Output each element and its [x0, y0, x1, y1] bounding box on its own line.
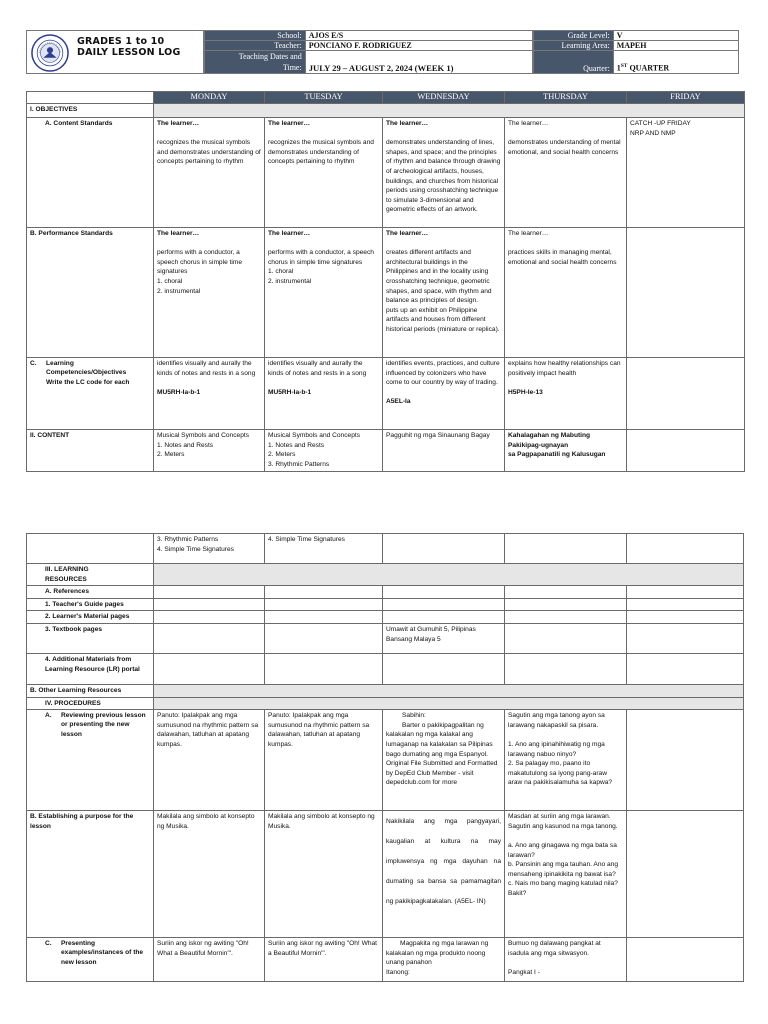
competencies-letter: C.	[30, 360, 37, 367]
ps-mon-text: performs with a conductor, a speech chorus in simple time signatures 1. choral 2. instrumental	[157, 249, 243, 295]
content-wednesday: Pagguhit ng mga Sinaunang Bagay	[383, 430, 505, 472]
cs-thu-text: demonstrates understanding of mental emotional, and social health concerns	[508, 139, 621, 156]
teacher-value: PONCIANO F. RODRIGUEZ	[305, 41, 532, 51]
tb-thursday	[505, 623, 627, 653]
presenting-letter: C.	[45, 940, 52, 948]
review-wednesday	[383, 710, 505, 811]
lesson-grid-page2	[26, 533, 744, 982]
content-continued-wednesday	[383, 534, 505, 564]
competencies-label	[27, 358, 154, 430]
review-text: Reviewing previous lesson or presenting the new lesson	[61, 711, 146, 738]
tb-tuesday	[265, 623, 383, 653]
dates-label-line1: Teaching Dates and	[238, 52, 302, 61]
content-monday: Musical Symbols and Concepts 1. Notes and Rests 2. Meters	[154, 430, 265, 472]
performance-standards-friday	[627, 228, 745, 358]
teacher-label: Teacher:	[205, 41, 306, 51]
ps-tue-head: The learner…	[268, 230, 311, 237]
purpose-label: B. Establishing a purpose for the lesson	[27, 811, 154, 938]
content-heading: II. CONTENT	[27, 430, 154, 472]
quarter-suffix: ST	[620, 63, 628, 70]
purpose-friday	[627, 811, 744, 938]
references-monday	[154, 586, 265, 599]
lc-thu-text: explains how healthy relationships can positively impact health	[508, 360, 621, 377]
lc-thu-code: H5PH-Ie-13	[508, 388, 543, 396]
ps-tue-text: performs with a conductor, a speech chorus in simple time signatures 1. choral 2. instrumental	[268, 249, 374, 285]
presenting-tuesday: Suriin ang iskor ng awiting "Oh! What a Beautiful Mornin'".	[265, 938, 383, 982]
review-wed-head: Sabihin:	[402, 712, 426, 720]
procedures-band	[154, 697, 744, 710]
ps-thu-text: practices skills in managing mental, emotional and social health concerns	[508, 249, 617, 266]
day-header-tuesday: TUESDAY	[265, 92, 383, 104]
other-resources-band	[154, 684, 744, 697]
procedures-heading: IV. PROCEDURES	[27, 697, 154, 710]
header-title-line1: GRADES 1 to 10	[77, 36, 165, 47]
cs-tue-head: The learner…	[268, 120, 311, 127]
competencies-monday	[154, 358, 265, 430]
presenting-monday: Suriin ang iskor ng awiting "Oh! What a Beautiful Mornin'".	[154, 938, 265, 982]
references-thursday	[505, 586, 627, 599]
lm-tuesday	[265, 611, 383, 624]
quarter-text: QUARTER	[627, 64, 670, 73]
learning-resources-band	[154, 564, 744, 586]
cs-mon-text: recognizes the musical symbols and demonstrates understanding of concepts pertaining to rhythm	[157, 139, 261, 166]
performance-standards-thursday	[505, 228, 627, 358]
textbook-wednesday: Umawit at Gumuhit 5, Pilipinas Bansang Malaya 5	[383, 623, 505, 653]
quarter-number: 1	[616, 64, 621, 73]
am-thursday	[505, 653, 627, 684]
presenting-label	[27, 938, 154, 982]
content-standards-label: A. Content Standards	[27, 118, 154, 228]
textbook-label: 3. Textbook pages	[27, 623, 154, 653]
competencies-text: Learning Competencies/Objectives Write the LC code for each	[46, 359, 130, 386]
grade-label: Grade Level:	[534, 31, 614, 41]
teachers-guide-label: 1. Teacher's Guide pages	[27, 598, 154, 611]
purpose-thursday: Masdan at suriin ang mga larawan. Sagutin ang kasunod na mga tanong. a. Ano ang ginagawa ng mga bata sa larawan? b. Pansinin ang mga tauhan. Ano ang mensaheng ipinakikita ng bawat isa? c. Nais mo bang maging katulad nila? Bakit?	[505, 811, 627, 938]
dates-label	[205, 51, 306, 74]
area-value: MAPEH	[613, 41, 738, 51]
area-label: Learning Area:	[534, 41, 614, 51]
lm-wednesday	[383, 611, 505, 624]
quarter-label: Quarter:	[534, 51, 614, 74]
lc-tue-code: MU5RH-Ia-b-1	[268, 388, 312, 396]
lm-thursday	[505, 611, 627, 624]
content-tuesday: Musical Symbols and Concepts 1. Notes and Rests 2. Meters 3. Rhythmic Patterns	[265, 430, 383, 472]
lc-mon-code: MU5RH-Ia-b-1	[157, 388, 201, 396]
purpose-monday: Makilala ang simbolo at konsepto ng Musika.	[154, 811, 265, 938]
performance-standards-wednesday	[383, 228, 505, 358]
lc-wed-text: identifies events, practices, and culture influenced by colonizers who have come to our country by way of trading.	[386, 360, 500, 387]
school-label: School:	[205, 31, 306, 41]
cs-mon-head: The learner…	[157, 120, 200, 127]
header-info-left	[204, 30, 533, 74]
content-continued-tuesday: 4. Simple Time Signatures	[265, 534, 383, 564]
am-tuesday	[265, 653, 383, 684]
ps-wed-text: creates different artifacts and architectural buildings in the Philippines and in the locality using crosshatching technique, geometric shapes, and space, with rhythm and balance as principles of design. puts up an exhibit on Philippine artifacts and houses from different historical periods (miniature or replica).	[386, 249, 500, 333]
tg-wednesday	[383, 598, 505, 611]
dates-label-line2: Time:	[282, 63, 302, 72]
content-standards-thursday	[505, 118, 627, 228]
review-wed-text: Barter o pakikipagpalitan ng kalakalan ng mga kalakal ang lumaganap na kalakalan sa Pilipinas bago dumating ang mga Espanyol. Original File Submitted and Formatted by DepEd Club Member - visit depedclub.com for more	[386, 721, 498, 787]
performance-standards-tuesday	[265, 228, 383, 358]
tg-monday	[154, 598, 265, 611]
content-continued-friday	[627, 534, 744, 564]
review-tuesday: Panuto: Ipalakpak ang mga sumusunod na rhythmic pattern sa dalawahan, tatluhan at apatang kumpas.	[265, 710, 383, 811]
lc-tue-text: identifies visually and aurally the kinds of notes and rests in a song	[268, 360, 367, 377]
additional-materials-label: 4. Additional Materials from Learning Resource (LR) portal	[27, 653, 154, 684]
objectives-heading: I. OBJECTIVES	[27, 104, 154, 118]
day-header-wednesday: WEDNESDAY	[383, 92, 505, 104]
header-title-box	[26, 30, 204, 74]
lesson-grid-page1	[26, 91, 745, 472]
cs-wed-text: demonstrates understanding of lines, shapes, and space; and the principles of rhythm and balance through drawing of archeological artifacts, houses, buildings, and churches from historical periods using crosshatching technique to simulate 3-dimensional and geometric effects of an artwork.	[386, 139, 501, 214]
day-header-friday: FRIDAY	[627, 92, 745, 104]
presenting-text: Presenting examples/instances of the new lesson	[61, 939, 144, 966]
content-standards-monday	[154, 118, 265, 228]
references-label: A. References	[27, 586, 154, 599]
lc-mon-text: identifies visually and aurally the kinds of notes and rests in a song	[157, 360, 256, 377]
content-continued-label	[27, 534, 154, 564]
learning-resources-heading: III. LEARNING RESOURCES	[27, 564, 154, 586]
other-resources-label: B. Other Learning Resources	[27, 684, 154, 697]
performance-standards-monday	[154, 228, 265, 358]
competencies-wednesday	[383, 358, 505, 430]
review-friday	[627, 710, 744, 811]
competencies-thursday	[505, 358, 627, 430]
content-continued-monday: 3. Rhythmic Patterns 4. Simple Time Signatures	[154, 534, 265, 564]
review-letter: A.	[45, 712, 52, 720]
lc-wed-code: A5EL-Ia	[386, 398, 411, 406]
review-monday: Panuto: Ipalakpak ang mga sumusunod na rhythmic pattern sa dalawahan, tatluhan at apatang kumpas.	[154, 710, 265, 811]
grade-value: V	[613, 31, 738, 41]
review-label	[27, 710, 154, 811]
lm-friday	[627, 611, 744, 624]
header-title-line2: DAILY LESSON LOG	[77, 47, 181, 58]
tb-friday	[627, 623, 744, 653]
review-thursday: Sagutin ang mga tanong ayon sa larawang nakapaskil sa pisara. 1. Ano ang ipinahihiwatig ng mga larawang nabuo ninyo? 2. Sa palagay mo, paano ito makatutulong sa iyong pang-araw araw na pakikisalamuha sa kapwa?	[505, 710, 627, 811]
day-header-thursday: THURSDAY	[505, 92, 627, 104]
references-friday	[627, 586, 744, 599]
purpose-tuesday: Makilala ang simbolo at konsepto ng Musika.	[265, 811, 383, 938]
day-header-monday: MONDAY	[154, 92, 265, 104]
corner-cell	[27, 92, 154, 104]
lm-monday	[154, 611, 265, 624]
presenting-thursday: Bumuo ng dalawang pangkat at isadula ang mga sitwasyon. Pangkat I -	[505, 938, 627, 982]
school-value: AJOS E/S	[305, 31, 532, 41]
objectives-band	[154, 104, 745, 118]
cs-thu-head: The learner…	[508, 120, 549, 127]
competencies-tuesday	[265, 358, 383, 430]
ps-mon-head: The learner…	[157, 230, 200, 237]
content-standards-tuesday	[265, 118, 383, 228]
header-title	[77, 36, 180, 58]
references-wednesday	[383, 586, 505, 599]
competencies-friday	[627, 358, 745, 430]
tb-monday	[154, 623, 265, 653]
dates-value: JULY 29 – AUGUST 2, 2024 (WEEK 1)	[305, 51, 532, 74]
tg-friday	[627, 598, 744, 611]
learners-material-label: 2. Learner's Material pages	[27, 611, 154, 624]
cs-wed-head: The learner…	[386, 120, 429, 127]
ps-wed-head: The learner…	[386, 230, 429, 237]
am-wednesday	[383, 653, 505, 684]
presenting-wednesday: Magpakita ng mga larawan ng kalakalan ng mga produkto noong unang panahon Itanong:	[383, 938, 505, 982]
quarter-value	[613, 51, 738, 74]
cs-tue-text: recognizes the musical symbols and demonstrates understanding of concepts pertaining to rhythm	[268, 139, 374, 166]
content-standards-wednesday	[383, 118, 505, 228]
am-friday	[627, 653, 744, 684]
tg-thursday	[505, 598, 627, 611]
content-thursday: Kahalagahan ng Mabuting Pakikipag-ugnayan sa Pagpapanatili ng Kalusugan	[505, 430, 627, 472]
am-monday	[154, 653, 265, 684]
references-tuesday	[265, 586, 383, 599]
performance-standards-label: B. Performance Standards	[27, 228, 154, 358]
content-continued-thursday	[505, 534, 627, 564]
header-info-right	[533, 30, 739, 74]
ps-thu-head: The learner…	[508, 230, 549, 237]
content-standards-friday: CATCH -UP FRIDAY NRP AND NMP	[627, 118, 745, 228]
deped-seal-icon	[31, 34, 69, 72]
purpose-wednesday: Nakikilala ang mga pangyayari, kaugalian at kultura na may impluwensya ng mga dayuhan na dumating sa bansa sa pamamagitan ng pakikipagkalakalan. (A5EL- IN)	[383, 811, 505, 938]
content-friday	[627, 430, 745, 472]
presenting-friday	[627, 938, 744, 982]
tg-tuesday	[265, 598, 383, 611]
